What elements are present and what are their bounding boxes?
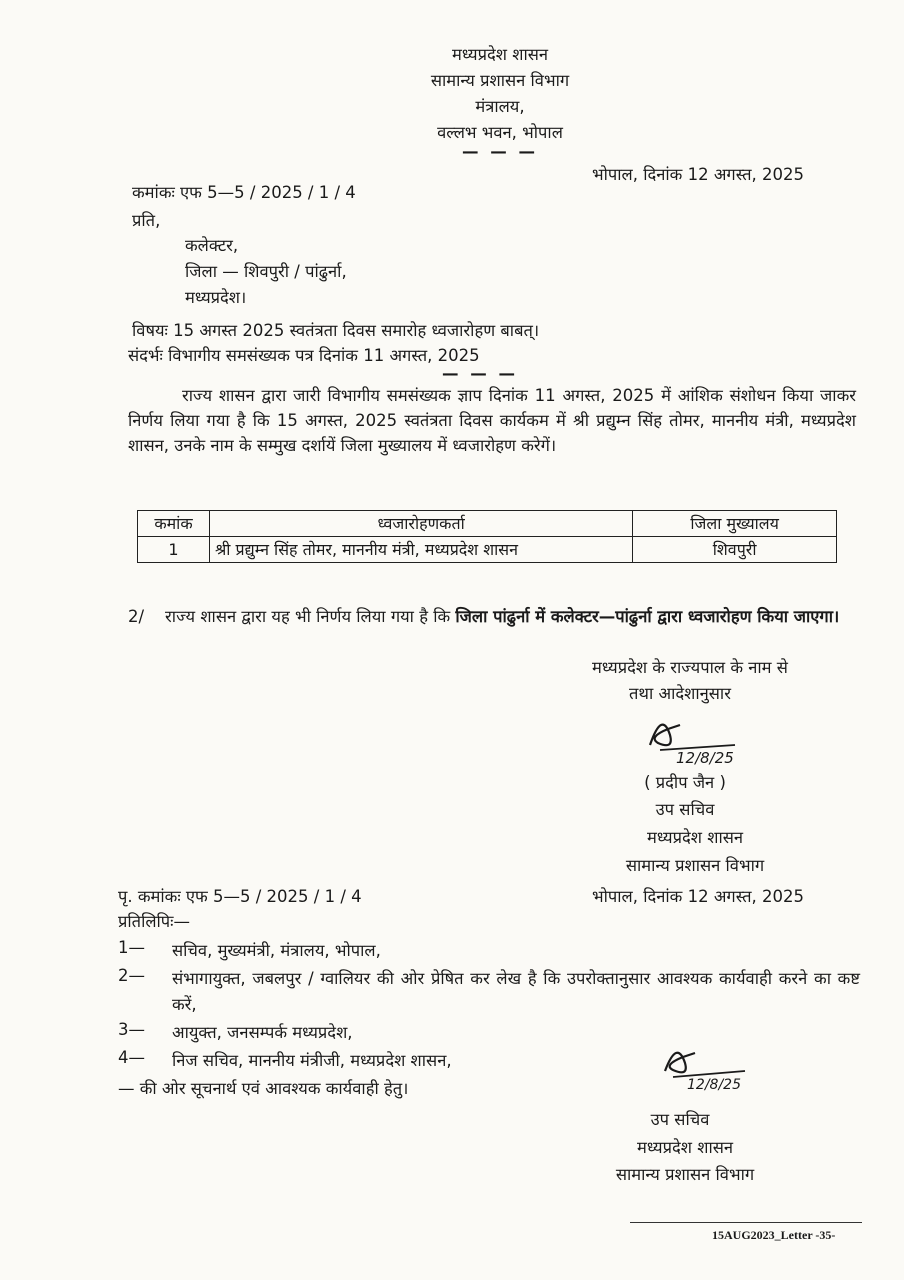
header-line4: वल्लभ भवन, भोपाल bbox=[437, 123, 563, 142]
table-cell-district: शिवपुरी bbox=[633, 537, 837, 563]
table-header-district: जिला मुख्यालय bbox=[633, 511, 837, 537]
signature-1-date: 12/8/25 bbox=[676, 749, 734, 767]
header-line2: सामान्य प्रशासन विभाग bbox=[430, 71, 570, 90]
signatory-org2: सामान्य प्रशासन विभाग bbox=[625, 856, 765, 875]
endorsement-date: भोपाल, दिनांक 12 अगस्त, 2025 bbox=[592, 887, 805, 906]
footer-text: 15AUG2023_Letter -35- bbox=[712, 1228, 836, 1242]
copy-item-2-num: 2— bbox=[118, 966, 145, 985]
signature-2 bbox=[655, 1035, 765, 1093]
header-separator: — — — bbox=[462, 142, 538, 161]
table-row bbox=[138, 537, 837, 563]
signoff-line1: मध्यप्रदेश के राज्यपाल के नाम से bbox=[592, 658, 788, 677]
copy-label: प्रतिलिपिः— bbox=[118, 912, 191, 931]
copy-item-4-text: निज सचिव, माननीय मंत्रीजी, मध्यप्रदेश शासन, bbox=[172, 1051, 452, 1070]
header-line3: मंत्रालय, bbox=[475, 97, 525, 116]
to-line3: मध्यप्रदेश। bbox=[185, 288, 247, 307]
signatory-org1: मध्यप्रदेश शासन bbox=[646, 828, 744, 847]
para2-text: राज्य शासन द्वारा यह भी निर्णय लिया गया है कि bbox=[165, 607, 456, 626]
header-line1: मध्यप्रदेश शासन bbox=[451, 45, 549, 64]
to-line1: कलेक्टर, bbox=[185, 236, 239, 255]
to-line2: जिला — शिवपुरी / पांढुर्ना, bbox=[185, 262, 347, 281]
table-cell-person: श्री प्रद्युम्न सिंह तोमर, माननीय मंत्री, मध्यप्रदेश शासन bbox=[209, 537, 632, 563]
copy-closing: — की ओर सूचनार्थ एवं आवश्यक कार्यवाही हेतु। bbox=[118, 1079, 409, 1098]
para2-bold-text: जिला पांढुर्ना में कलेक्टर—पांढुर्ना द्वारा ध्वजारोहण किया जाएगा। bbox=[455, 607, 840, 626]
letter-date: भोपाल, दिनांक 12 अगस्त, 2025 bbox=[592, 165, 805, 184]
copy-item-3-text: आयुक्त, जनसम्पर्क मध्यप्रदेश, bbox=[172, 1023, 353, 1042]
table-header-row bbox=[138, 511, 837, 537]
copy-item-4-num: 4— bbox=[118, 1048, 145, 1067]
reference: संदर्भः विभागीय समसंख्यक पत्र दिनांक 11 अगस्त, 2025 bbox=[128, 346, 480, 365]
letter-ref-no: कमांकः एफ 5—5 / 2025 / 1 / 4 bbox=[132, 183, 356, 202]
signature-1 bbox=[640, 705, 760, 767]
footer-rule bbox=[630, 1222, 862, 1223]
signoff-line2: तथा आदेशानुसार bbox=[629, 684, 731, 703]
endorsement-ref-no: पृ. कमांकः एफ 5—5 / 2025 / 1 / 4 bbox=[118, 887, 362, 906]
subject: विषयः 15 अगस्त 2025 स्वतंत्रता दिवस समारोह ध्वजारोहण बाबत्। bbox=[132, 321, 540, 340]
separator-2: — — — bbox=[442, 364, 518, 383]
to-prefix: प्रति, bbox=[132, 211, 161, 230]
copy-item-2-text: संभागायुक्त, जबलपुर / ग्वालियर की ओर प्रेषित कर लेख है कि उपरोक्तानुसार आवश्यक कार्यवाही करने का कष्ट करें, bbox=[172, 969, 860, 1014]
copy-item-1-num: 1— bbox=[118, 938, 145, 957]
body-paragraph-1: राज्य शासन द्वारा जारी विभागीय समसंख्यक ज्ञाप दिनांक 11 अगस्त, 2025 में आंशिक संशोधन किया जाकर निर्णय लिया गया है कि 15 अगस्त, 2025 स्वतंत्रता दिवस कार्यकम में श्री प्रद्युम्न सिंह तोमर, माननीय मंत्री, मध्यप्रदेश शासन, उनके नाम के सम्मुख दर्शायें जिला मुख्यालय में ध्वजारोहण करेगें। bbox=[128, 386, 856, 455]
para2-number: 2/ bbox=[128, 607, 145, 626]
table-cell-sno: 1 bbox=[138, 537, 210, 563]
flag-hoisting-table bbox=[137, 510, 837, 563]
signatory2-org1: मध्यप्रदेश शासन bbox=[636, 1138, 734, 1157]
copy-item-3-num: 3— bbox=[118, 1020, 145, 1039]
copy-item-1-text: सचिव, मुख्यमंत्री, मंत्रालय, भोपाल, bbox=[172, 941, 381, 960]
signature-2-date: 12/8/25 bbox=[687, 1077, 741, 1093]
signatory2-org2: सामान्य प्रशासन विभाग bbox=[615, 1165, 755, 1184]
table-header-person: ध्वजारोहणकर्ता bbox=[209, 511, 632, 537]
body-paragraph-2 bbox=[128, 604, 856, 630]
table-header-sno: कमांक bbox=[138, 511, 210, 537]
signatory-name: ( प्रदीप जैन ) bbox=[644, 773, 726, 792]
signatory-designation: उप सचिव bbox=[655, 800, 715, 819]
signatory2-designation: उप सचिव bbox=[650, 1110, 710, 1129]
